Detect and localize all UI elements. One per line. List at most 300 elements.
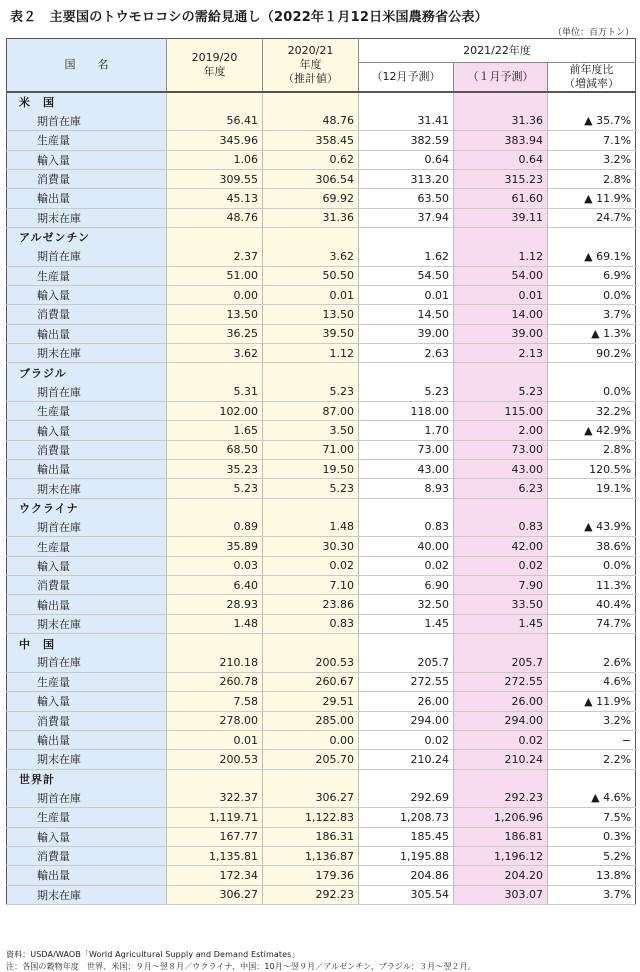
value-jan-forecast: 315.23 bbox=[454, 169, 548, 188]
value-2020-21: 19.50 bbox=[263, 460, 359, 479]
value-dec-forecast: 1,208.73 bbox=[359, 808, 454, 827]
value-dec-forecast: 2.63 bbox=[359, 343, 454, 362]
value-jan-forecast: 26.00 bbox=[454, 692, 548, 711]
value-yoy: 19.1% bbox=[548, 479, 636, 498]
value-jan-forecast: 292.23 bbox=[454, 788, 548, 807]
table-row bbox=[7, 111, 636, 130]
value-2019-20: 0.89 bbox=[167, 518, 263, 537]
value-2020-21: 285.00 bbox=[263, 711, 359, 730]
row-label: 輸入量 bbox=[7, 150, 167, 169]
value-jan-forecast: 0.83 bbox=[454, 518, 548, 537]
value-jan-forecast: 42.00 bbox=[454, 537, 548, 556]
value-jan-forecast: 43.00 bbox=[454, 460, 548, 479]
country-name: 世界計 bbox=[7, 769, 167, 788]
country-name: ウクライナ bbox=[7, 498, 167, 517]
value-dec-forecast: 5.23 bbox=[359, 382, 454, 401]
value-dec-forecast: 1.70 bbox=[359, 421, 454, 440]
row-label: 輸入量 bbox=[7, 827, 167, 846]
value-yoy: ▲ 11.9% bbox=[548, 189, 636, 208]
value-2020-21: 0.83 bbox=[263, 614, 359, 633]
empty-cell bbox=[359, 363, 454, 382]
empty-cell bbox=[263, 227, 359, 246]
value-yoy: ▲ 11.9% bbox=[548, 692, 636, 711]
empty-cell bbox=[167, 227, 263, 246]
table-row bbox=[7, 827, 636, 846]
table-body bbox=[7, 92, 636, 904]
header-yoy: 前年度比 （増減率） bbox=[548, 63, 636, 93]
table-row bbox=[7, 537, 636, 556]
value-2019-20: 2.37 bbox=[167, 247, 263, 266]
value-2019-20: 3.62 bbox=[167, 343, 263, 362]
value-2020-21: 1,136.87 bbox=[263, 846, 359, 865]
table-row bbox=[7, 324, 636, 343]
table-row bbox=[7, 576, 636, 595]
value-yoy: 3.2% bbox=[548, 711, 636, 730]
value-2020-21: 0.00 bbox=[263, 730, 359, 749]
row-label: 輸出量 bbox=[7, 866, 167, 885]
row-label: 輸入量 bbox=[7, 421, 167, 440]
value-2019-20: 1,135.81 bbox=[167, 846, 263, 865]
value-dec-forecast: 382.59 bbox=[359, 131, 454, 150]
value-2019-20: 56.41 bbox=[167, 111, 263, 130]
value-2020-21: 87.00 bbox=[263, 402, 359, 421]
source-note: 資料：USDA/WAOB「World Agricultural Supply and Demand Estimates」 bbox=[6, 950, 300, 959]
country-name: アルゼンチン bbox=[7, 227, 167, 246]
value-yoy: 6.9% bbox=[548, 266, 636, 285]
country-row bbox=[7, 227, 636, 246]
value-yoy: 0.3% bbox=[548, 827, 636, 846]
value-2019-20: 45.13 bbox=[167, 189, 263, 208]
table-row bbox=[7, 614, 636, 633]
value-yoy: 90.2% bbox=[548, 343, 636, 362]
country-row bbox=[7, 363, 636, 382]
row-label: 消費量 bbox=[7, 846, 167, 865]
value-2019-20: 322.37 bbox=[167, 788, 263, 807]
value-jan-forecast: 272.55 bbox=[454, 672, 548, 691]
table-row bbox=[7, 421, 636, 440]
value-2020-21: 0.02 bbox=[263, 556, 359, 575]
value-yoy: 3.7% bbox=[548, 885, 636, 904]
value-yoy: 74.7% bbox=[548, 614, 636, 633]
value-2019-20: 306.27 bbox=[167, 885, 263, 904]
value-2019-20: 13.50 bbox=[167, 305, 263, 324]
value-yoy: ▲ 69.1% bbox=[548, 247, 636, 266]
value-dec-forecast: 8.93 bbox=[359, 479, 454, 498]
value-jan-forecast: 5.23 bbox=[454, 382, 548, 401]
empty-cell bbox=[548, 363, 636, 382]
row-label: 消費量 bbox=[7, 711, 167, 730]
empty-cell bbox=[167, 634, 263, 653]
value-jan-forecast: 1,206.96 bbox=[454, 808, 548, 827]
value-dec-forecast: 39.00 bbox=[359, 324, 454, 343]
row-label: 期首在庫 bbox=[7, 382, 167, 401]
value-2020-21: 23.86 bbox=[263, 595, 359, 614]
empty-cell bbox=[548, 634, 636, 653]
value-dec-forecast: 0.64 bbox=[359, 150, 454, 169]
row-label: 輸出量 bbox=[7, 324, 167, 343]
value-dec-forecast: 294.00 bbox=[359, 711, 454, 730]
value-2019-20: 51.00 bbox=[167, 266, 263, 285]
value-dec-forecast: 210.24 bbox=[359, 750, 454, 769]
value-2020-21: 69.92 bbox=[263, 189, 359, 208]
value-2020-21: 50.50 bbox=[263, 266, 359, 285]
value-2020-21: 7.10 bbox=[263, 576, 359, 595]
row-label: 消費量 bbox=[7, 440, 167, 459]
value-yoy: 40.4% bbox=[548, 595, 636, 614]
value-2019-20: 278.00 bbox=[167, 711, 263, 730]
country-row bbox=[7, 92, 636, 111]
value-yoy: 38.6% bbox=[548, 537, 636, 556]
empty-cell bbox=[454, 634, 548, 653]
row-label: 消費量 bbox=[7, 576, 167, 595]
value-dec-forecast: 73.00 bbox=[359, 440, 454, 459]
row-label: 期末在庫 bbox=[7, 750, 167, 769]
row-label: 消費量 bbox=[7, 169, 167, 188]
value-2020-21: 1.12 bbox=[263, 343, 359, 362]
value-dec-forecast: 204.86 bbox=[359, 866, 454, 885]
value-jan-forecast: 210.24 bbox=[454, 750, 548, 769]
country-name: ブラジル bbox=[7, 363, 167, 382]
empty-cell bbox=[359, 227, 454, 246]
row-label: 輸入量 bbox=[7, 285, 167, 304]
empty-cell bbox=[548, 498, 636, 517]
value-yoy: 2.8% bbox=[548, 169, 636, 188]
value-yoy: 11.3% bbox=[548, 576, 636, 595]
value-2020-21: 200.53 bbox=[263, 653, 359, 672]
table-row bbox=[7, 402, 636, 421]
value-2019-20: 1,119.71 bbox=[167, 808, 263, 827]
value-2019-20: 345.96 bbox=[167, 131, 263, 150]
value-2020-21: 71.00 bbox=[263, 440, 359, 459]
table-row bbox=[7, 866, 636, 885]
value-dec-forecast: 26.00 bbox=[359, 692, 454, 711]
value-dec-forecast: 313.20 bbox=[359, 169, 454, 188]
supply-demand-table bbox=[6, 38, 636, 905]
table-row bbox=[7, 846, 636, 865]
empty-cell bbox=[454, 363, 548, 382]
value-jan-forecast: 7.90 bbox=[454, 576, 548, 595]
value-2020-21: 1,122.83 bbox=[263, 808, 359, 827]
empty-cell bbox=[548, 769, 636, 788]
value-dec-forecast: 63.50 bbox=[359, 189, 454, 208]
table-row bbox=[7, 653, 636, 672]
country-row bbox=[7, 634, 636, 653]
value-jan-forecast: 2.13 bbox=[454, 343, 548, 362]
value-2020-21: 30.30 bbox=[263, 537, 359, 556]
table-row bbox=[7, 595, 636, 614]
value-dec-forecast: 14.50 bbox=[359, 305, 454, 324]
value-2020-21: 31.36 bbox=[263, 208, 359, 227]
empty-cell bbox=[454, 498, 548, 517]
row-label: 輸入量 bbox=[7, 692, 167, 711]
row-label: 生産量 bbox=[7, 131, 167, 150]
row-label: 生産量 bbox=[7, 402, 167, 421]
value-2019-20: 0.00 bbox=[167, 285, 263, 304]
value-2019-20: 210.18 bbox=[167, 653, 263, 672]
value-yoy: ▲ 1.3% bbox=[548, 324, 636, 343]
empty-cell bbox=[263, 634, 359, 653]
table-row bbox=[7, 692, 636, 711]
row-label: 期首在庫 bbox=[7, 653, 167, 672]
value-yoy: 3.2% bbox=[548, 150, 636, 169]
value-dec-forecast: 0.02 bbox=[359, 730, 454, 749]
value-2020-21: 3.50 bbox=[263, 421, 359, 440]
row-label: 消費量 bbox=[7, 305, 167, 324]
value-2020-21: 29.51 bbox=[263, 692, 359, 711]
value-yoy: 2.8% bbox=[548, 440, 636, 459]
empty-cell bbox=[359, 769, 454, 788]
value-dec-forecast: 205.7 bbox=[359, 653, 454, 672]
table-row bbox=[7, 808, 636, 827]
value-jan-forecast: 115.00 bbox=[454, 402, 548, 421]
value-yoy: ▲ 42.9% bbox=[548, 421, 636, 440]
value-dec-forecast: 6.90 bbox=[359, 576, 454, 595]
table-row bbox=[7, 150, 636, 169]
table-row bbox=[7, 711, 636, 730]
table-row bbox=[7, 479, 636, 498]
value-2020-21: 306.54 bbox=[263, 169, 359, 188]
value-jan-forecast: 31.36 bbox=[454, 111, 548, 130]
value-2020-21: 186.31 bbox=[263, 827, 359, 846]
table-row bbox=[7, 189, 636, 208]
value-2019-20: 1.65 bbox=[167, 421, 263, 440]
empty-cell bbox=[263, 363, 359, 382]
value-dec-forecast: 43.00 bbox=[359, 460, 454, 479]
table-row bbox=[7, 247, 636, 266]
header-2020-21: 2020/21 年度 （推計値） bbox=[263, 39, 359, 93]
value-jan-forecast: 1.12 bbox=[454, 247, 548, 266]
value-jan-forecast: 39.11 bbox=[454, 208, 548, 227]
value-yoy: 7.1% bbox=[548, 131, 636, 150]
value-2020-21: 13.50 bbox=[263, 305, 359, 324]
row-label: 期首在庫 bbox=[7, 111, 167, 130]
value-yoy: 0.0% bbox=[548, 285, 636, 304]
value-2020-21: 0.62 bbox=[263, 150, 359, 169]
value-jan-forecast: 205.7 bbox=[454, 653, 548, 672]
value-dec-forecast: 1,195.88 bbox=[359, 846, 454, 865]
country-name: 中 国 bbox=[7, 634, 167, 653]
value-yoy: 120.5% bbox=[548, 460, 636, 479]
value-2019-20: 48.76 bbox=[167, 208, 263, 227]
value-2020-21: 306.27 bbox=[263, 788, 359, 807]
value-jan-forecast: 73.00 bbox=[454, 440, 548, 459]
value-jan-forecast: 2.00 bbox=[454, 421, 548, 440]
value-jan-forecast: 0.02 bbox=[454, 556, 548, 575]
empty-cell bbox=[167, 769, 263, 788]
table-row bbox=[7, 460, 636, 479]
row-label: 生産量 bbox=[7, 266, 167, 285]
value-2020-21: 1.48 bbox=[263, 518, 359, 537]
value-jan-forecast: 6.23 bbox=[454, 479, 548, 498]
row-label: 期末在庫 bbox=[7, 343, 167, 362]
value-2019-20: 6.40 bbox=[167, 576, 263, 595]
value-2020-21: 358.45 bbox=[263, 131, 359, 150]
row-label: 輸出量 bbox=[7, 189, 167, 208]
table-title: 表２ 主要国のトウモロコシの需給見通し（2022年１月12日米国農務省公表） bbox=[10, 10, 488, 25]
value-yoy: 0.0% bbox=[548, 556, 636, 575]
header-jan-forecast: （１月予測） bbox=[454, 63, 548, 93]
table-row bbox=[7, 750, 636, 769]
table-row bbox=[7, 382, 636, 401]
row-label: 期末在庫 bbox=[7, 479, 167, 498]
value-yoy: 5.2% bbox=[548, 846, 636, 865]
empty-cell bbox=[167, 498, 263, 517]
value-2019-20: 0.03 bbox=[167, 556, 263, 575]
value-2019-20: 172.34 bbox=[167, 866, 263, 885]
value-yoy: 2.2% bbox=[548, 750, 636, 769]
table-row bbox=[7, 672, 636, 691]
value-yoy: − bbox=[548, 730, 636, 749]
value-2019-20: 102.00 bbox=[167, 402, 263, 421]
value-dec-forecast: 0.02 bbox=[359, 556, 454, 575]
value-jan-forecast: 39.00 bbox=[454, 324, 548, 343]
value-2019-20: 5.23 bbox=[167, 479, 263, 498]
value-2020-21: 5.23 bbox=[263, 479, 359, 498]
value-2020-21: 179.36 bbox=[263, 866, 359, 885]
value-jan-forecast: 0.02 bbox=[454, 730, 548, 749]
crop-year-note: 注：各国の穀物年度 世界、米国：９月～翌８月／ウクライナ、中国：10月～翌９月／アルゼンチン、ブラジル：３月～翌２月。 bbox=[6, 962, 476, 971]
row-label: 期末在庫 bbox=[7, 208, 167, 227]
value-dec-forecast: 0.01 bbox=[359, 285, 454, 304]
value-jan-forecast: 303.07 bbox=[454, 885, 548, 904]
value-2019-20: 0.01 bbox=[167, 730, 263, 749]
value-jan-forecast: 1.45 bbox=[454, 614, 548, 633]
value-dec-forecast: 118.00 bbox=[359, 402, 454, 421]
value-dec-forecast: 292.69 bbox=[359, 788, 454, 807]
empty-cell bbox=[263, 498, 359, 517]
value-2020-21: 3.62 bbox=[263, 247, 359, 266]
table-row bbox=[7, 285, 636, 304]
empty-cell bbox=[454, 227, 548, 246]
table-row bbox=[7, 518, 636, 537]
value-dec-forecast: 54.50 bbox=[359, 266, 454, 285]
value-yoy: 2.6% bbox=[548, 653, 636, 672]
table-row bbox=[7, 305, 636, 324]
value-dec-forecast: 31.41 bbox=[359, 111, 454, 130]
value-2019-20: 36.25 bbox=[167, 324, 263, 343]
empty-cell bbox=[359, 634, 454, 653]
table-row bbox=[7, 266, 636, 285]
row-label: 輸出量 bbox=[7, 460, 167, 479]
row-label: 期首在庫 bbox=[7, 247, 167, 266]
value-dec-forecast: 272.55 bbox=[359, 672, 454, 691]
value-2019-20: 35.23 bbox=[167, 460, 263, 479]
value-2020-21: 39.50 bbox=[263, 324, 359, 343]
empty-cell bbox=[359, 92, 454, 111]
empty-cell bbox=[548, 227, 636, 246]
value-2020-21: 205.70 bbox=[263, 750, 359, 769]
header-2019-20: 2019/20 年度 bbox=[167, 39, 263, 93]
value-dec-forecast: 305.54 bbox=[359, 885, 454, 904]
value-yoy: 24.7% bbox=[548, 208, 636, 227]
row-label: 輸入量 bbox=[7, 556, 167, 575]
value-jan-forecast: 204.20 bbox=[454, 866, 548, 885]
table-row bbox=[7, 440, 636, 459]
table-row bbox=[7, 556, 636, 575]
empty-cell bbox=[263, 92, 359, 111]
row-label: 生産量 bbox=[7, 537, 167, 556]
value-2019-20: 7.58 bbox=[167, 692, 263, 711]
value-jan-forecast: 54.00 bbox=[454, 266, 548, 285]
value-yoy: 3.7% bbox=[548, 305, 636, 324]
value-2020-21: 0.01 bbox=[263, 285, 359, 304]
value-dec-forecast: 185.45 bbox=[359, 827, 454, 846]
table-row bbox=[7, 131, 636, 150]
value-2020-21: 292.23 bbox=[263, 885, 359, 904]
table-row bbox=[7, 730, 636, 749]
empty-cell bbox=[359, 498, 454, 517]
value-jan-forecast: 0.64 bbox=[454, 150, 548, 169]
value-jan-forecast: 14.00 bbox=[454, 305, 548, 324]
value-2019-20: 1.48 bbox=[167, 614, 263, 633]
table-row bbox=[7, 208, 636, 227]
table-row bbox=[7, 885, 636, 904]
value-jan-forecast: 294.00 bbox=[454, 711, 548, 730]
value-2019-20: 260.78 bbox=[167, 672, 263, 691]
value-2019-20: 309.55 bbox=[167, 169, 263, 188]
header-country: 国 名 bbox=[7, 39, 167, 93]
value-2019-20: 200.53 bbox=[167, 750, 263, 769]
value-2019-20: 1.06 bbox=[167, 150, 263, 169]
value-dec-forecast: 40.00 bbox=[359, 537, 454, 556]
header-dec-forecast: （12月予測） bbox=[359, 63, 454, 93]
value-yoy: ▲ 43.9% bbox=[548, 518, 636, 537]
row-label: 期首在庫 bbox=[7, 518, 167, 537]
value-2020-21: 5.23 bbox=[263, 382, 359, 401]
row-label: 輸出量 bbox=[7, 730, 167, 749]
table-row bbox=[7, 788, 636, 807]
country-row bbox=[7, 498, 636, 517]
value-jan-forecast: 0.01 bbox=[454, 285, 548, 304]
value-jan-forecast: 186.81 bbox=[454, 827, 548, 846]
empty-cell bbox=[548, 92, 636, 111]
value-yoy: 7.5% bbox=[548, 808, 636, 827]
empty-cell bbox=[167, 92, 263, 111]
value-jan-forecast: 383.94 bbox=[454, 131, 548, 150]
row-label: 期末在庫 bbox=[7, 885, 167, 904]
value-jan-forecast: 1,196.12 bbox=[454, 846, 548, 865]
value-dec-forecast: 32.50 bbox=[359, 595, 454, 614]
value-dec-forecast: 1.62 bbox=[359, 247, 454, 266]
value-dec-forecast: 0.83 bbox=[359, 518, 454, 537]
table-row bbox=[7, 169, 636, 188]
row-label: 輸出量 bbox=[7, 595, 167, 614]
value-yoy: ▲ 4.6% bbox=[548, 788, 636, 807]
table-row bbox=[7, 343, 636, 362]
value-2019-20: 5.31 bbox=[167, 382, 263, 401]
value-2020-21: 260.67 bbox=[263, 672, 359, 691]
row-label: 期首在庫 bbox=[7, 788, 167, 807]
country-row bbox=[7, 769, 636, 788]
value-jan-forecast: 61.60 bbox=[454, 189, 548, 208]
value-dec-forecast: 37.94 bbox=[359, 208, 454, 227]
empty-cell bbox=[263, 769, 359, 788]
empty-cell bbox=[167, 363, 263, 382]
value-2019-20: 167.77 bbox=[167, 827, 263, 846]
unit-label: （単位：百万トン） bbox=[552, 28, 634, 38]
value-yoy: 4.6% bbox=[548, 672, 636, 691]
value-2019-20: 28.93 bbox=[167, 595, 263, 614]
value-yoy: 0.0% bbox=[548, 382, 636, 401]
empty-cell bbox=[454, 92, 548, 111]
value-jan-forecast: 33.50 bbox=[454, 595, 548, 614]
value-2019-20: 68.50 bbox=[167, 440, 263, 459]
empty-cell bbox=[454, 769, 548, 788]
header-2021-22: 2021/22年度 bbox=[359, 39, 636, 63]
value-yoy: 32.2% bbox=[548, 402, 636, 421]
country-name: 米 国 bbox=[7, 92, 167, 111]
value-2019-20: 35.89 bbox=[167, 537, 263, 556]
